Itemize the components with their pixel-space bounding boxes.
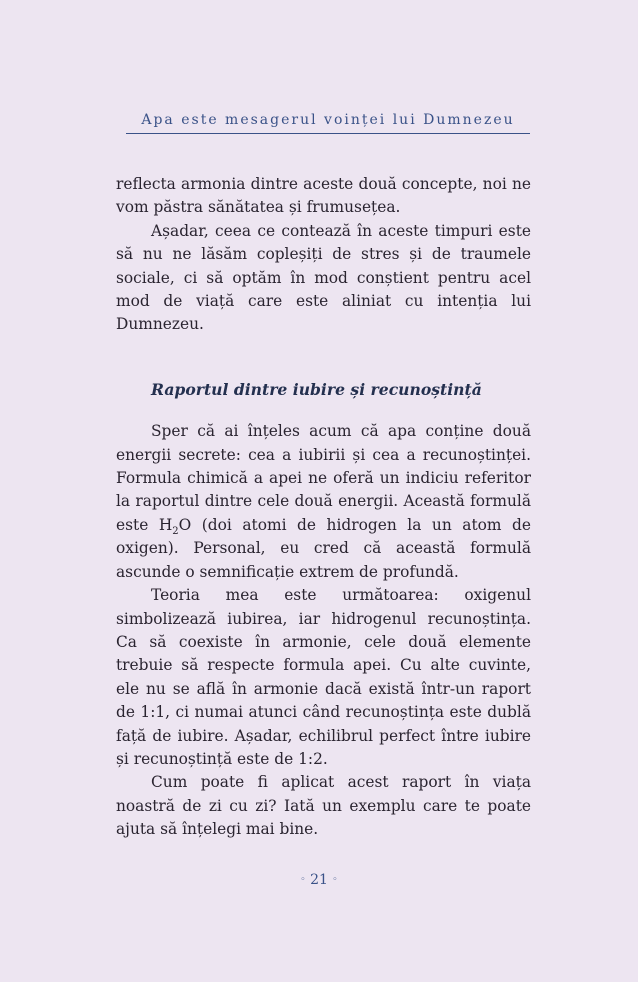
page-footer bbox=[0, 872, 638, 888]
paragraph-1: reflecta armonia dintre aceste două concepte, noi ne vom păstra sănătatea și frumusețea. bbox=[116, 175, 531, 217]
ornament-right-icon: ◦ bbox=[332, 875, 338, 885]
paragraph-3-text-end: O (doi atomi de hidrogen la un atom de oxigen). Personal, eu cred că această formulă ascunde o semnificație extrem de profundă. bbox=[116, 515, 531, 581]
paragraph-5: Cum poate fi aplicat acest raport în viața noastră de zi cu zi? Iată un exemplu care te poate ajuta să înțelegi mai bine. bbox=[116, 773, 531, 839]
section-subheading: Raportul dintre iubire și recunoștință bbox=[151, 379, 482, 399]
formula-subscript: 2 bbox=[172, 525, 179, 537]
ornament-left-icon: ◦ bbox=[300, 875, 306, 885]
header-rule bbox=[126, 133, 530, 134]
paragraph-3 bbox=[116, 420, 531, 584]
paragraph-3-text-start: Sper că ai înțeles acum că apa conține două energii secrete: cea a iubirii și cea a recunoștinței. Formula chimică a apei ne oferă un indiciu referitor la raportul dintre cele două energii. Această formulă este H bbox=[116, 422, 531, 534]
running-head-title: Apa este mesagerul voinței lui Dumnezeu bbox=[141, 112, 515, 128]
page-body bbox=[116, 173, 531, 842]
paragraph-2: Așadar, ceea ce contează în aceste timpuri este să nu ne lăsăm copleșiți de stres și de traumele sociale, ci să optăm în mod conștient pentru acel mod de viață care este aliniat cu intenția lui Dumnezeu. bbox=[116, 221, 531, 334]
paragraph-4: Teoria mea este următoarea: oxigenul simbolizează iubirea, iar hidrogenul recunoștința. Ca să coexiste în armonie, cele două elemente trebuie să respecte formula apei. Cu alte cuvinte, ele nu se află în armonie dacă există într-un raport de 1:1, ci numai atunci când recunoștința este dublă față de iubire. Așadar, echilibrul perfect între iubire și recunoștință este de 1:2. bbox=[116, 586, 531, 768]
page-number: 21 bbox=[310, 872, 328, 888]
